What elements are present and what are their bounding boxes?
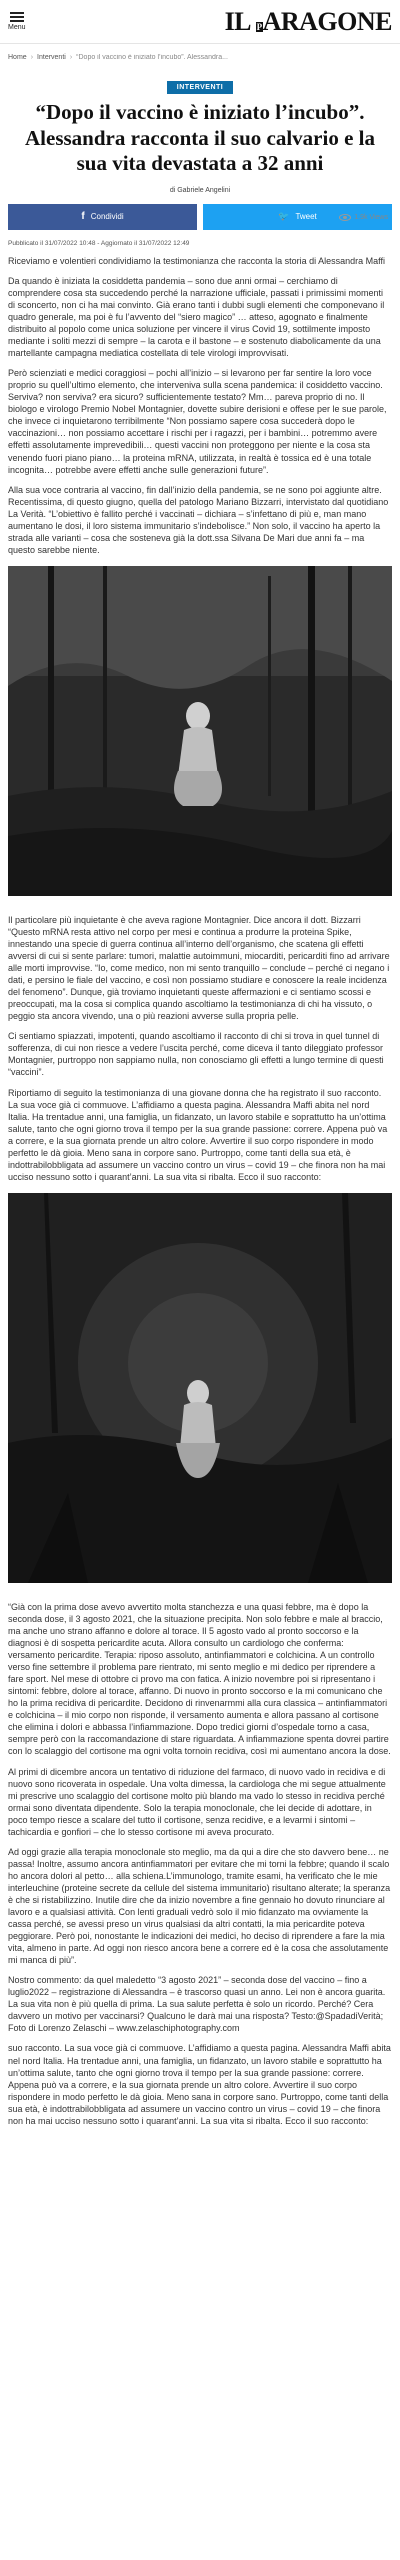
- article-title: “Dopo il vaccino è iniziato l’incubo”. Alessandra racconta il suo calvario e la sua vita devastata a 32 anni: [25, 100, 375, 176]
- breadcrumb-section[interactable]: Interventi: [37, 54, 66, 61]
- menu-button[interactable]: [8, 12, 26, 31]
- views-count: 1.9k Views: [339, 214, 388, 221]
- article-paragraph: “Già con la prima dose avevo avvertito molta stanchezza e una quasi febbre, ma è dopo la seconda dose, il 3 agosto 2021, che la situazione precipita. Non solo febbre e male al braccio, ma anche uno strano affanno e dolore al torace. Il 5 agosto vado al pronto soccorso e la diagnosi è di sospetta pericardite acuta. Allora consulto un cardiologo che conferma: versamento pericardite. Terapia: riposo assoluto, antinfiammatori e colchicina. A un controllo verso fine settembre il problema pare rientrato, mi sento meglio e mi dedico per riprendere a fare sport. Nel mese di ottobre ci provo ma con fatica. A inizio novembre poi si ripresentano i sintomi: febbre, dolore al torace, affanno. Di nuovo in pronto soccorso e la mi comunicano che ho la prima recidiva di pericardite. Decidono di rinvenarmmi alla cura classica – antinfiammatori e colchicina – il mio corpo non risponde, il versamento aumenta e allora passano al cortisone che elimina i dolori e abbassa l’infiammazione. Dopo tredici giorni d’ospedale torno a casa, sempre però con la raccomandazione di stare riguardata. A infiammazione spenta dovrei partire con lo scalaggio del cortisone ma ogni volta tornoin recidiva, così mi aumentano ancora la dose.: [8, 1601, 391, 1757]
- site-header: [0, 0, 400, 44]
- article-photo-2: [8, 1193, 392, 1583]
- eye-icon: [339, 214, 351, 221]
- breadcrumb-separator: ›: [30, 54, 34, 61]
- menu-label: Menu: [8, 24, 26, 31]
- breadcrumb-separator: ›: [69, 54, 73, 61]
- author-byline[interactable]: di Gabriele Angelini: [169, 186, 231, 194]
- article-paragraph: Ad oggi grazie alla terapia monoclonale sto meglio, ma da qui a dire che sto davvero bene… ne passa! Inoltre, assumo ancora antinfiammatori per evitare che mi torni la febbre; quando il scalo ho ancora dolori al petto… alla schiena.L’immunologo, tramite esami, ha verificato che le mie interleuchine (proteine secrete da cellule del sistema immunitario) risultano alterate; la speranza è che si ristabilizzino. Inutile dire che da inizio novembre a fine gennaio ho dovuto rinunciare al lavoro e a qualsiasi attività. Con lenti graduali vedrò solo il mio fidanzato ma ovviamente la cassa perché, se avessi preso un virus qualsiasi da altri contatti, la mia pericardite poteva peggiorare. Però poi, nonostante le indicazioni dei medici, ho deciso di riprendere a fare la mia vita, almeno in parte. Ad oggi non riesco ancora bene a correre ed è la cosa che assolutamente mi manca di più”.: [8, 1846, 391, 1966]
- article-paragraph: Da quando è iniziata la cosiddetta pandemia – sono due anni ormai – cerchiamo di comprendere cosa sta succedendo perché la narrazione ufficiale, passati i primissimi momenti di sconcerto, non ci ha mai convinto. Già erano tanti i dubbi sugli elementi che componevano il quadro generale, ma poi è fu l’avvento del “siero magico” … atteso, agognato e finalmente distribuito al popolo come unica soluzione per vincere il virus Covid 19, sottilmente imposto mediante i soliti mezzi di sempre – la carota e il bastone – e sostenuto diabolicamente da una martellante campagna mediatica costellata di tele virologi improvvisati.: [8, 275, 385, 359]
- article-paragraph: Al primi di dicembre ancora un tentativo di riduzione del farmaco, di nuovo vado in recidiva e di nuovo sono ricoverata in ospedale. Una volta dimessa, la cardiologa che mi segue attualmente mi prescrive uno scalaggio del cortisone molto più blando ma vado lo stesso in recidiva perché ormai sono diventata dipendente. Solo la terapia monoclonale, che lei decide di adottare, in poco tempo riesce a scalare del tutto il cortisone, senza recidive, e a levarmi i sintomi – tachicardia e gonfiori – che lo stesso cortisone mi aveva procurato.: [8, 1766, 386, 1837]
- facebook-share-button[interactable]: f Condividi: [8, 204, 197, 230]
- article-paragraph: Il particolare più inquietante è che aveva ragione Montagnier. Dice ancora il dott. Bizzarri “Questo mRNA resta attivo nel corpo per mesi e continua a produrre la proteina Spike, innestando una specie di guerra continua all’interno dell’organismo, che scatena gli effetti avversi di cui si sente parlare: tumori, malattie autoimmuni, miocarditi, pericarditi fino ad arrivare alle morti improvvise. “Io, come medico, non mi sento tranquillo – conclude – perché ci negano i dati, e persino le fiale del vaccino, e così non possiamo studiare e conoscere la reale incidenza del fenomeno”. Dunque, già troviamo inquietanti queste affermazioni e ci sentiamo scossi e preoccupati, ma la cosa si complica quando ascoltiamo la testimonianza di chi ha vissuto, o peggio sta ancora vivendo, una o più reazioni avverse sulla propria pelle.: [8, 914, 390, 1022]
- menu-icon: [10, 12, 24, 22]
- category-badge[interactable]: INTERVENTI: [167, 81, 234, 94]
- breadcrumb-current: “Dopo il vaccino è iniziato l’incubo”. Alessandra...: [76, 54, 228, 61]
- article-photo-1: [8, 566, 392, 896]
- article-paragraph: Però scienziati e medici coraggiosi – pochi all’inizio – si levarono per far sentire la loro voce proprio su quell’ultimo elemento, che interveniva sulla scena pandemica: il cosiddetto vaccino. Serviva? non serviva? era sicuro? sufficientemente testato? Mm… pareva proprio di no. Il biologo e virologo Premio Nobel Montagnier, dovette subire derisioni e offese per le sue parole, che invece ci inquietarono terribilmente “Non possiamo sapere cosa succederà dopo le vaccinazioni… non possiamo accettare i rischi per i ragazzi, per i bambini… potremmo avere effetti assolutamente imprevedibili… questi vaccini non proteggono per niente e la cosa sta venendo fuori piano piano… la proteina mRNA, utilizzata, in realtà è tossica ed è una totale incognita… potrebbe avere effetti anche sulle generazioni future”.: [8, 368, 387, 475]
- facebook-icon: f: [81, 211, 85, 223]
- breadcrumb: [0, 44, 400, 61]
- breadcrumb-home[interactable]: Home: [8, 54, 27, 61]
- woman-seated-forest-photo: [8, 1193, 392, 1583]
- site-logo[interactable]: IL PARAGONE: [224, 6, 392, 36]
- article-paragraph: Nostro commento: da quel maledetto “3 agosto 2021” – seconda dose del vaccino – fino a luglio2022 – registrazione di Alessandra – è trascorso quasi un anno. Lei non è ancora guarita. La sua vita non è più quella di prima. La sua salute perfetta è solo un ricordo. Perché? Cera davvero un motivo per vaccinarsi? Qualcuno le darà mai una risposta? Testo:@SpadadiVerità; Foto di Lorenzo Zelaschi – www.zelaschiphotography.com: [8, 1975, 386, 2034]
- article-body-middle: [0, 906, 400, 1183]
- share-bar: [0, 194, 400, 230]
- publish-dates: Pubblicato il 31/07/2022 10:48 - Aggiornato il 31/07/2022 12:49: [8, 239, 190, 247]
- article-paragraph: Ci sentiamo spiazzati, impotenti, quando ascoltiamo il racconto di chi si trova in quel tunnel di sofferenza, di cui non riesce a vedere l’uscita perché, come diceva il tanto dileggiato professor Montagnier, purtroppo non sappiamo nulla, non conosciamo gli effetti a lungo termine di questi “vaccini”.: [8, 1031, 384, 1078]
- twitter-icon: 🐦: [278, 211, 290, 222]
- article-paragraph: Riceviamo e volentieri condividiamo la testimonianza che racconta la storia di Alessandra Maffi: [8, 255, 386, 266]
- article-body-top: [0, 247, 400, 556]
- article-paragraph: Riportiamo di seguito la testimonianza di una giovane donna che ha registrato il suo racconto. La sua voce già ci commuove. L’affidiamo a questa pagina. Alessandra Maffi abita nel nord Italia. Ha trentadue anni, una famiglia, un fidanzato, un lavoro stabile e soprattutto ha un’ottima salute, tanto che ogni giorno trova il tempo per la sua grande passione: correre. Appena può va a correre, e la sua giornata prende un altro colore. Avvertire il suo corpo rispondere in modo perfetto le dà gioia. Meno sana in corpore sano. Purtroppo, come tanti della sua età, è indottrabilobbligata ad assumere un vaccino contro un virus – covid 19 – che finora non ha mai ucciso nessuno sotto i quarant’anni. La sua vita si ribalta. Ecco il suo racconto:: [8, 1087, 388, 1182]
- article-paragraph: suo racconto. La sua voce già ci commuove. L’affidiamo a questa pagina. Alessandra Maffi abita nel nord Italia. Ha trentadue anni, una famiglia, un fidanzato, un lavoro stabile e soprattutto ha un’ottima salute, tanto che ogni giorno trova il tempo per la sua grande passione: correre. Appena può va a correre, e la sua giornata prende un altro colore. Avvertire il suo corpo rispondere in modo perfetto le dà gioia. Meno sana in corpore sano. Purtroppo, come tanti della sua età, è indottrabilobbligata ad assumere un vaccino contro un virus – covid 19 – che finora non ha mai ucciso nessuno sotto i quarant’anni. La sua vita si ribalta. Ecco il suo racconto:: [8, 2043, 391, 2126]
- woman-in-forest-photo: [8, 566, 392, 896]
- article-body-bottom: [0, 1593, 400, 2127]
- article-paragraph: Alla sua voce contraria al vaccino, fin dall’inizio della pandemia, se ne sono poi aggiunte altre. Recentissima, di questo giugno, quella del patologo Mariano Bizzarri, intervistato dal quotidiano La Verità. “L’obiettivo è fallito perché i vaccinati – dichiara – s’infettano di più e, man mano aumentano le dosi, il loro sistema immunitario s’indebolisce.” Non solo, il vaccino ha aperto la strada alle varianti – cosa che sosteneva già la dott.ssa Silvana De Mari due anni fa – ma questo sarebbe niente.: [8, 484, 389, 555]
- twitter-share-button[interactable]: 🐦 Tweet: [203, 204, 392, 230]
